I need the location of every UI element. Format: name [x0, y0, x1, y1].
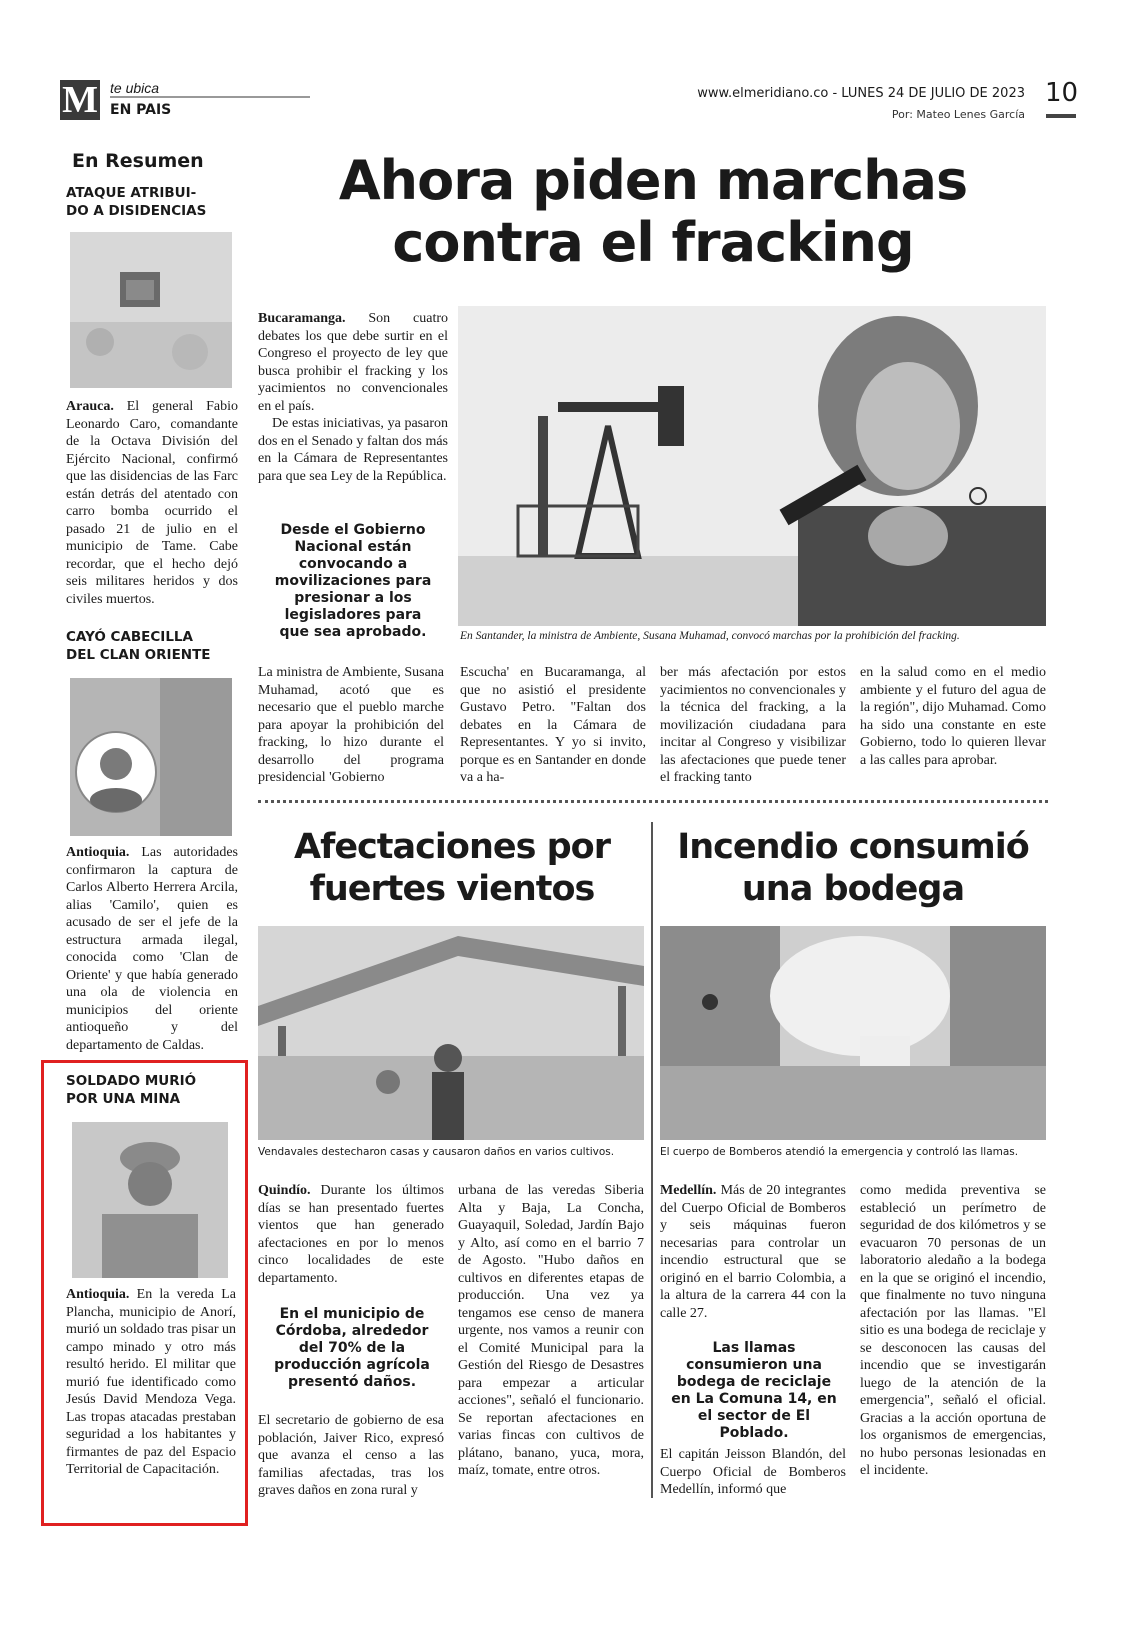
main-column-2: Escucha' en Bucaramanga, al que no asistió el presidente Gustavo Petro. "Faltan dos debates en la Cámara de Representantes. Y yo si invito, porque es en Santander en donde va a ha-: [460, 665, 646, 785]
fire-column-1a: [660, 1182, 846, 1322]
winds-pullquote: En el municipio de Córdoba, alrededor del 70% de la producción agrícola presentó daños.: [274, 1306, 430, 1390]
fire-headline: [658, 826, 1048, 910]
car-bomb-photo: [70, 232, 232, 388]
page-number-rule: [1046, 114, 1076, 118]
main-headline: [258, 150, 1048, 274]
brief-headline: [66, 184, 246, 220]
brief-place: Antioquia.: [66, 1287, 130, 1302]
byline: Por: Mateo Lenes García: [891, 108, 1025, 121]
dateline: www.elmeridiano.co - LUNES 24 DE JULIO DE 2023: [697, 86, 1025, 101]
winds-photo-caption: Vendavales destecharon casas y causaron daños en varios cultivos.: [258, 1146, 615, 1158]
winds-headline-line: fuertes vientos: [309, 869, 595, 909]
page-number: 10: [1045, 78, 1079, 108]
brief-headline-line: POR UNA MINA: [66, 1091, 181, 1107]
main-intro: [258, 310, 448, 485]
main-intro-text: Son cuatro debates los que debe surtir en el Congreso el proyecto de ley que busca prohibir el fracking y los yacimientos no convencionales en el país.: [258, 311, 449, 414]
main-intro-text-2: De estas iniciativas, ya pasaron dos en el Senado y faltan dos más en la Cámara de Representantes para que sea Ley de la República.: [258, 416, 448, 484]
brief-body: [66, 398, 238, 608]
fire-text: Más de 20 integrantes del Cuerpo Oficial de Bomberos y seis máquinas fueron necesarias para controlar un incendio estructural que se originó en el barrio Colombia, a la altura de la carrera 44 con la calle 27.: [660, 1183, 846, 1321]
main-photo-caption: En Santander, la ministra de Ambiente, Susana Muhamad, convocó marchas por la prohibición del fracking.: [460, 630, 960, 642]
brief-headline-line: ATAQUE ATRIBUI-: [66, 185, 197, 201]
winds-headline: [258, 826, 646, 910]
brief-headline: [66, 628, 246, 664]
section-kicker: te ubica: [110, 80, 160, 96]
section-divider: [258, 800, 1048, 803]
minister-photo: [458, 306, 1046, 626]
brief-headline-line: DEL CLAN ORIENTE: [66, 647, 211, 663]
column-divider: [651, 822, 653, 1498]
fire-place: Medellín.: [660, 1183, 717, 1198]
brief-headline-line: SOLDADO MURIÓ: [66, 1073, 197, 1089]
brief-headline: [66, 1072, 236, 1108]
main-pullquote: Desde el Gobierno Nacional están convocando a movilizaciones para presionar a los legisladores para que sea aprobado.: [274, 522, 432, 640]
newspaper-logo: M: [60, 80, 100, 120]
fire-photo: [660, 926, 1046, 1140]
brief-place: Antioquia.: [66, 845, 130, 860]
main-headline-line: Ahora piden marchas: [338, 149, 968, 212]
brief-body: [66, 1286, 236, 1479]
brief-text: El general Fabio Leonardo Caro, comandante de la Octava División del Ejército Nacional, confirmó que las disidencias de las Farc están detrás del atentado con carro bomba ocurrido el pasado 21 de julio en el municipio de Tame. Cabe recordar, que el hecho dejó seis militares heridos y dos civiles muertos.: [66, 399, 239, 607]
wind-damage-photo: [258, 926, 644, 1140]
fire-pullquote: Las llamas consumieron una bodega de reciclaje en La Comuna 14, en el sector de El Poblado.: [671, 1340, 837, 1441]
winds-column-1a: [258, 1182, 444, 1287]
fire-headline-line: Incendio consumió: [677, 827, 1029, 867]
sidebar-title: En Resumen: [72, 150, 204, 172]
main-column-4: en la salud como en el medio ambiente y el futuro del agua de la región", dijo Muhamad. Como ha sido una constante en este Gobierno, todo lo quieren llevar a las calles para aprobar.: [860, 665, 1046, 768]
main-column-3: ber más afectación por estos yacimientos no convencionales y la técnica del fracking, a la movilización ciudadana para incitar al Congreso y visibilizar las afectaciones que puede tener el fracking tanto: [660, 665, 846, 785]
main-place: Bucaramanga.: [258, 311, 346, 326]
main-headline-line: contra el fracking: [392, 211, 914, 274]
fire-headline-line: una bodega: [741, 869, 965, 909]
winds-headline-line: Afectaciones por: [294, 827, 610, 867]
brief-body: [66, 844, 238, 1054]
winds-place: Quindío.: [258, 1183, 311, 1198]
section-name: EN PAIS: [110, 102, 172, 118]
winds-text: Durante los últimos días se han presentado fuertes vientos que han generado afectaciones en por lo menos cinco localidades de este departamento.: [258, 1183, 445, 1286]
brief-text: En la vereda La Plancha, municipio de Anorí, murió un soldado tras pisar un campo minado y otro más resultó herido. El militar que murió fue identificado como Jesús David Mendoza Vega. Las tropas atacadas prestaban seguridad a los habitantes y firmantes de paz del Espacio Territorial de Capacitación.: [66, 1287, 236, 1477]
suspect-photo: [70, 678, 232, 836]
soldier-photo: [72, 1122, 228, 1278]
brief-place: Arauca.: [66, 399, 114, 414]
winds-column-2: urbana de las veredas Siberia Alta y Baja, La Concha, Guayaquil, Soledad, Jardín Bajo y Alto, así como en el barrio 7 de Agosto. "Hubo daños en cultivos en diferentes etapas de producción. Una vez ya tengamos ese censo de manera urgente, nos vamos a reunir con el Comité Municipal para la Gestión del Riesgo de Desastres para empezar a articular acciones", señaló el funcionario. Se reportan afectaciones en varias fincas con cultivos de plátano, banano, yuca, mora, maíz, tomate, entre otros.: [458, 1183, 644, 1478]
winds-column-1b: El secretario de gobierno de esa población, Jaiver Rico, expresó que avanza el censo a las familias afectadas, tras los graves daños en zona rural y: [258, 1413, 444, 1498]
fire-column-1b: El capitán Jeisson Blandón, del Cuerpo Oficial de Bomberos Medellín, informó que: [660, 1447, 846, 1497]
brief-headline-line: CAYÓ CABECILLA: [66, 629, 193, 645]
fire-photo-caption: El cuerpo de Bomberos atendió la emergencia y controló las llamas.: [660, 1146, 1019, 1158]
brief-headline-line: DO A DISIDENCIAS: [66, 203, 207, 219]
brief-text: Las autoridades confirmaron la captura de Carlos Alberto Herrera Arcila, alias 'Camilo', quien es acusado de ser el jefe de la estructura armada ilegal, conocida como 'Clan de Oriente' y que había generado una ola de violencia en municipios del oriente antioqueño y del departamento de Caldas.: [66, 845, 239, 1053]
kicker-rule: [110, 96, 310, 98]
fire-column-2: como medida preventiva se estableció un perímetro de seguridad de dos kilómetros y se evacuaron 70 personas de un laboratorio aledaño a la bodega en la que se originó el incendio, que finalmente no tuvo ninguna afectación por las llamas. "El sitio es una bodega de reciclaje y se desconocen las causas del incendio que se investigarán luego de la atención de la emergencia", señaló el oficial. Gracias a la acción oportuna de los organismos de emergencias, no hubo personas lesionadas en el incidente.: [860, 1183, 1046, 1478]
main-column-1: La ministra de Ambiente, Susana Muhamad, acotó que es necesario que el pueblo marche para apoyar la prohibición del fracking, lo hizo durante el desarrollo del programa presidencial 'Gobierno: [258, 665, 444, 785]
